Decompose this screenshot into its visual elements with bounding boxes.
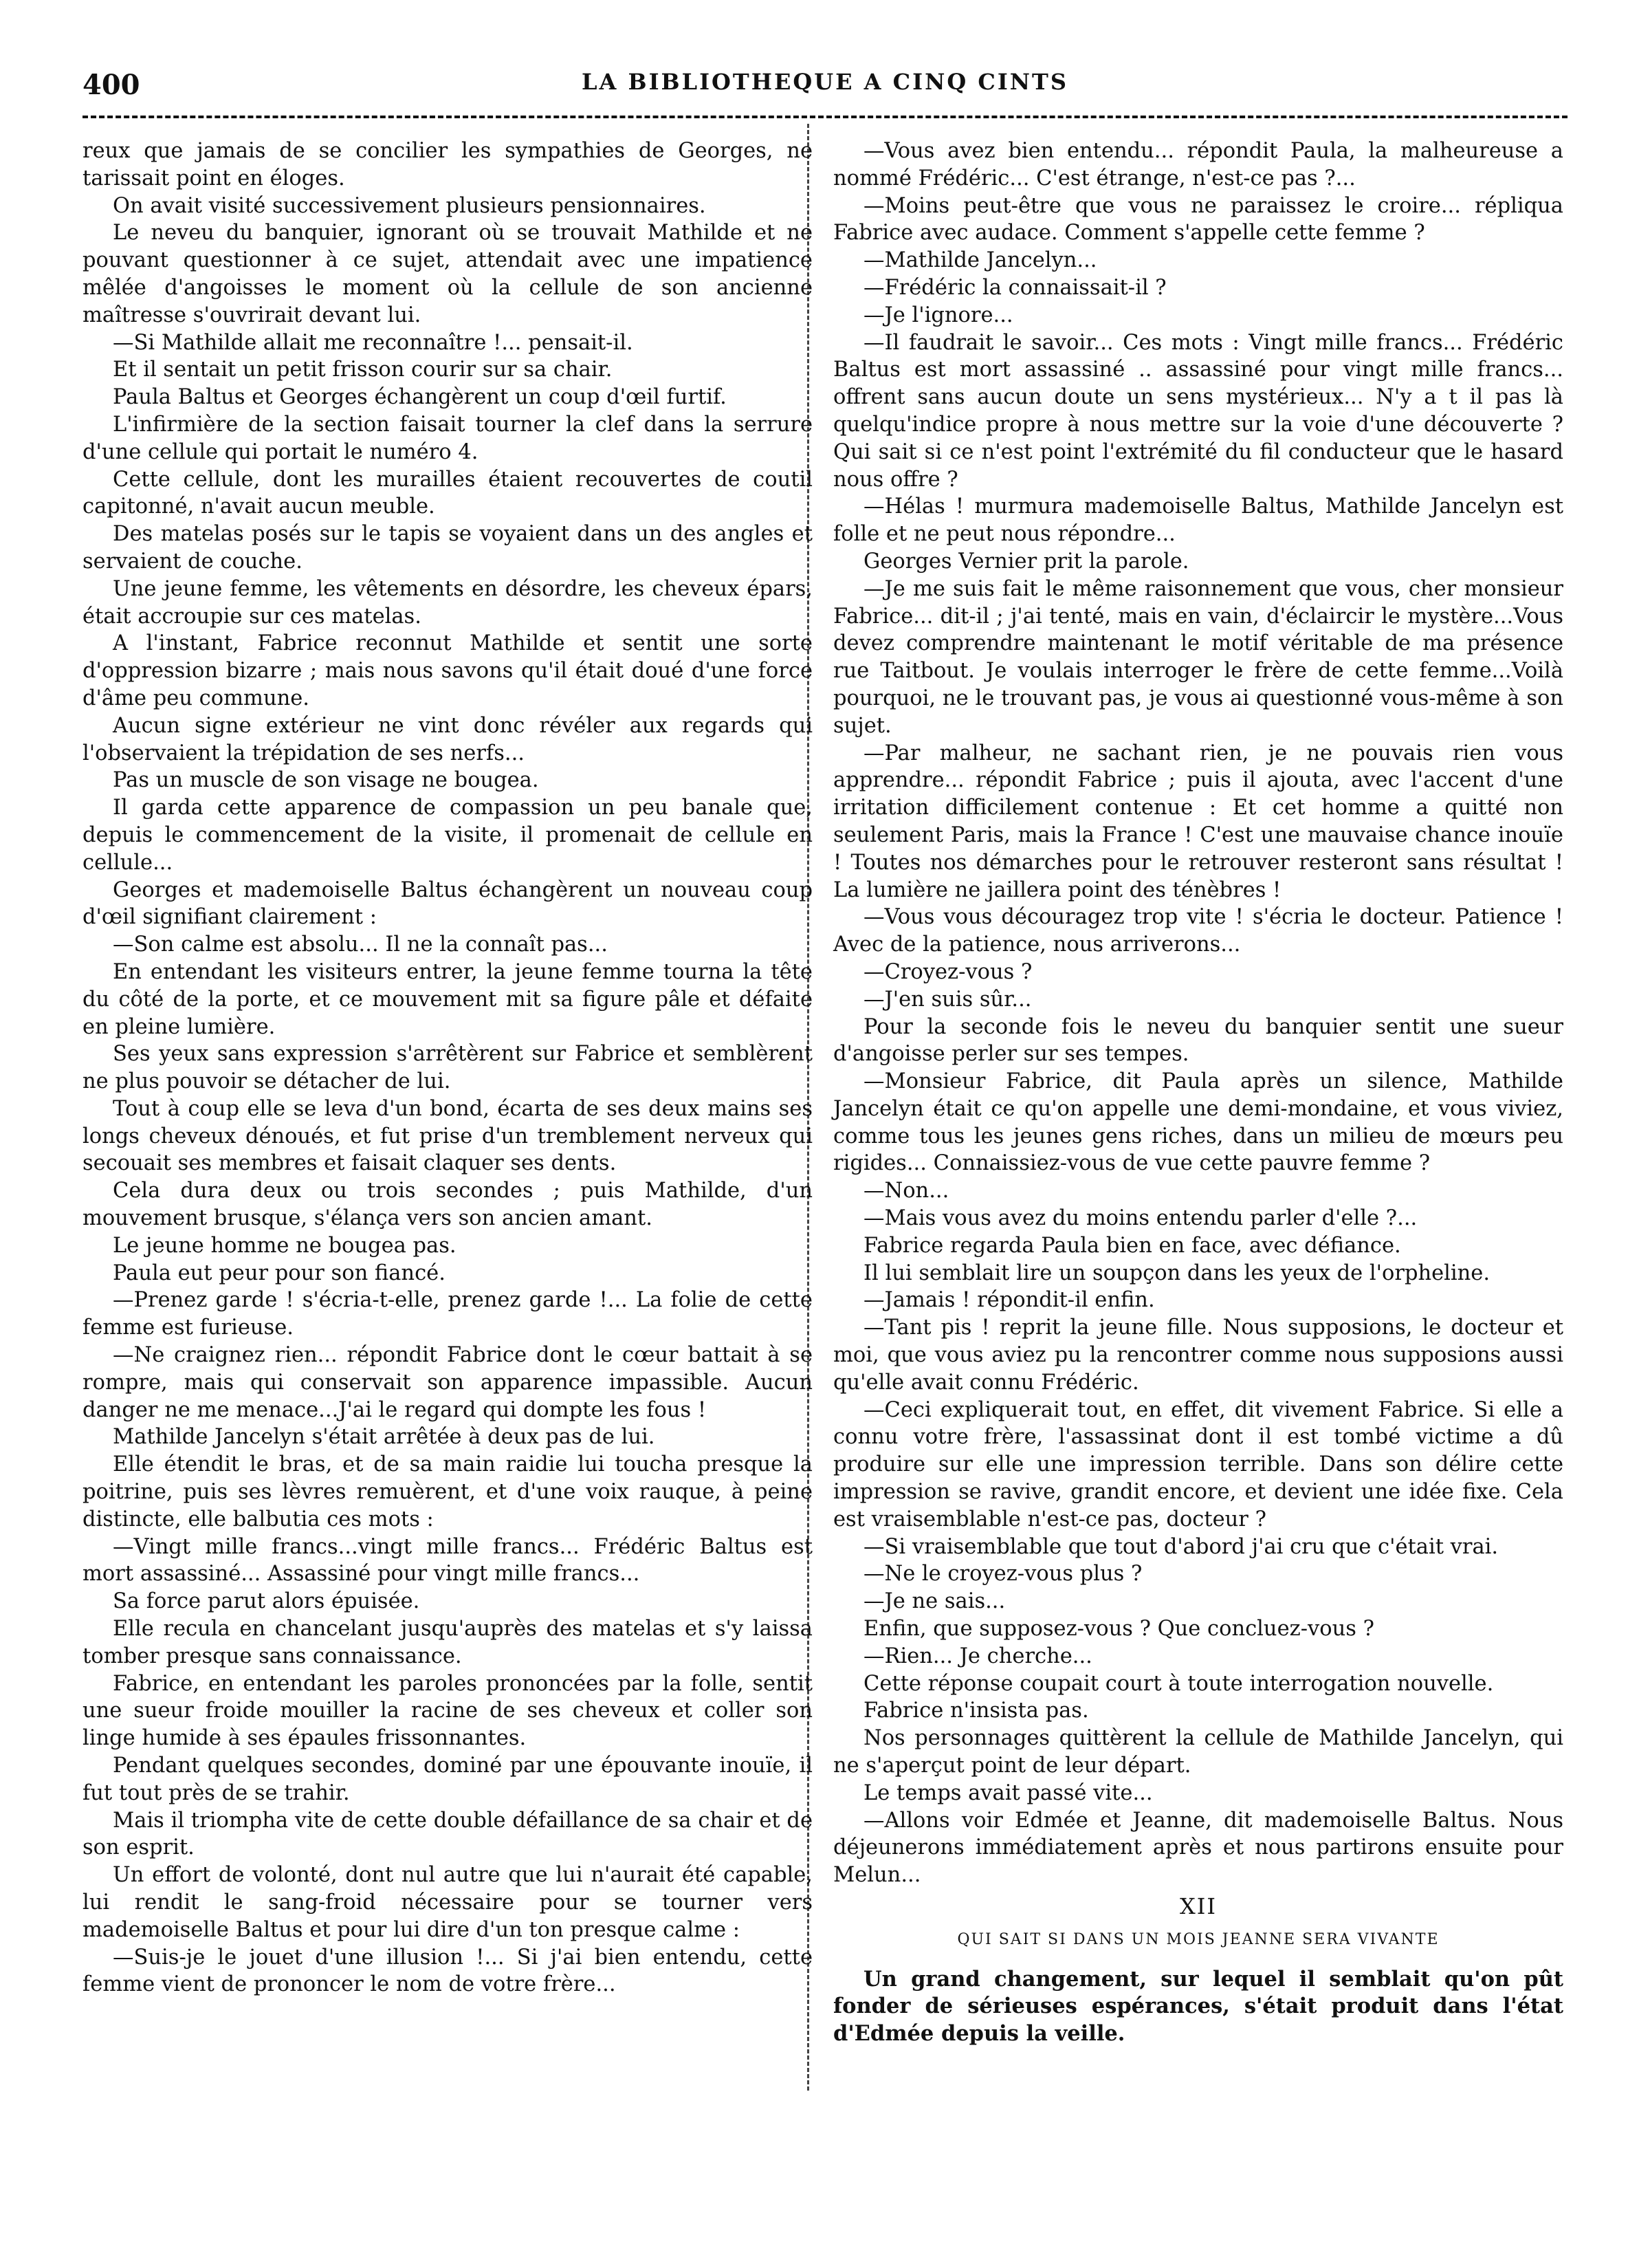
chapter-opening-paragraph bbox=[833, 1966, 1563, 2048]
paragraph: Paula Baltus et Georges échangèrent un coup d'œil furtif. bbox=[113, 385, 727, 410]
paragraph: Un effort de volonté, dont nul autre que lui n'aurait été capable, lui rendit le sang-froid nécessaire pour se tourner vers mademoiselle Baltus et pour lui dire d'un ton presque calme : bbox=[82, 1863, 813, 1942]
chapter-title: QUI SAIT SI DANS UN MOIS JEANNE SERA VIVANTE bbox=[957, 1930, 1440, 1948]
paragraph: Cette réponse coupait court à toute interrogation nouvelle. bbox=[864, 1671, 1494, 1696]
chapter-number: XII bbox=[1179, 1893, 1218, 1919]
paragraph: —Moins peut-être que vous ne paraissez le croire... répliqua Fabrice avec audace. Comment s'appelle cette femme ? bbox=[833, 193, 1563, 246]
running-title: LA BIBLIOTHEQUE A CINQ CINTS bbox=[582, 69, 1068, 95]
paragraph: Ses yeux sans expression s'arrêtèrent sur Fabrice et semblèrent ne plus pouvoir se détacher de lui. bbox=[82, 1042, 813, 1094]
paragraph: Et il sentait un petit frisson courir sur sa chair. bbox=[113, 358, 613, 382]
paragraph: reux que jamais de se concilier les sympathies de Georges, ne tarissait point en éloges. bbox=[82, 139, 813, 190]
paragraph: —Par malheur, ne sachant rien, je ne pouvais rien vous apprendre... répondit Fabrice ; puis il ajouta, avec l'accent d'une irritation difficilement contenue : Et cet homme a quitté non seulement Paris, mais la France ! C'est une mauvaise chance inouïe ! Toutes nos démarches pour le retrouver resteront sans résultat ! La lumière ne jaillera point des ténèbres ! bbox=[833, 741, 1563, 902]
header-rule bbox=[82, 116, 1568, 118]
paragraph: —Croyez-vous ? bbox=[864, 959, 1033, 984]
right-column-paragraphs bbox=[833, 138, 1563, 1889]
paragraph: —Prenez garde ! s'écria-t-elle, prenez garde !... La folie de cette femme est furieuse. bbox=[82, 1288, 813, 1340]
paragraph: —Je ne sais... bbox=[864, 1589, 1006, 1614]
paragraph: Enfin, que supposez-vous ? Que concluez-vous ? bbox=[864, 1617, 1374, 1642]
paragraph: Georges et mademoiselle Baltus échangèrent un nouveau coup d'œil signifiant clairement : bbox=[82, 877, 813, 930]
paragraph: Elle étendit le bras, et de sa main raidie lui toucha presque la poitrine, puis ses lèvres remuèrent, et d'une voix rauque, à peine distincte, elle balbutia ces mots : bbox=[82, 1452, 813, 1531]
paragraph: —Vous avez bien entendu... répondit Paula, la malheureuse a nommé Frédéric... C'est étrange, n'est-ce pas ?... bbox=[833, 139, 1563, 190]
paragraph: —Si Mathilde allait me reconnaître !... pensait-il. bbox=[113, 330, 633, 355]
paragraph: Le temps avait passé vite... bbox=[864, 1780, 1153, 1805]
paragraph: —Jamais ! répondit-il enfin. bbox=[864, 1288, 1155, 1313]
paragraph: Fabrice regarda Paula bien en face, avec défiance. bbox=[864, 1233, 1401, 1258]
paragraph: Il lui semblait lire un soupçon dans les yeux de l'orpheline. bbox=[864, 1261, 1490, 1285]
paragraph: Paula eut peur pour son fiancé. bbox=[113, 1261, 446, 1285]
paragraph: —Je me suis fait le même raisonnement que vous, cher monsieur Fabrice... dit-il ; j'ai tenté, mais en vain, d'éclaircir le mystère...Vous devez comprendre maintenant le motif véritable de ma présence rue Taitbout. Je voulais interroger le frère de cette femme...Voilà pourquoi, ne le trouvant pas, je vous ai questionné vous-même à son sujet. bbox=[833, 576, 1563, 738]
paragraph: Cela dura deux ou trois secondes ; puis Mathilde, d'un mouvement brusque, s'élança vers son ancien amant. bbox=[82, 1179, 813, 1231]
paragraph: Nos personnages quittèrent la cellule de Mathilde Jancelyn, qui ne s'aperçut point de leur départ. bbox=[833, 1726, 1563, 1778]
paragraph: Sa force parut alors épuisée. bbox=[113, 1589, 420, 1614]
paragraph: —Ne le croyez-vous plus ? bbox=[864, 1562, 1143, 1586]
paragraph: Des matelas posés sur le tapis se voyaient dans un des angles et servaient de couche. bbox=[82, 522, 813, 574]
paragraph: Pas un muscle de son visage ne bougea. bbox=[113, 768, 539, 793]
paragraph: —Suis-je le jouet d'une illusion !... Si j'ai bien entendu, cette femme vient de prononcer le nom de votre frère... bbox=[82, 1945, 813, 1997]
paragraph: —Monsieur Fabrice, dit Paula après un silence, Mathilde Jancelyn était ce qu'on appelle une demi-mondaine, et vous viviez, comme tous les jeunes gens riches, dans un milieu de mœurs peu rigides... Connaissiez-vous de vue cette pauvre femme ? bbox=[833, 1069, 1563, 1176]
paragraph: —Vous vous découragez trop vite ! s'écria le docteur. Patience ! Avec de la patience, nous arriverons... bbox=[833, 905, 1563, 957]
paragraph: —Tant pis ! reprit la jeune fille. Nous supposions, le docteur et moi, que vous aviez pu la rencontrer comme nous supposions aussi qu'elle avait connu Frédéric. bbox=[833, 1316, 1563, 1395]
page-header bbox=[82, 69, 1568, 107]
paragraph: —Frédéric la connaissait-il ? bbox=[864, 275, 1167, 300]
paragraph: Il garda cette apparence de compassion un peu banale que, depuis le commencement de la visite, il promenait de cellule en cellule... bbox=[82, 796, 813, 875]
paragraph: —Rien... Je cherche... bbox=[864, 1644, 1092, 1668]
paragraph: On avait visité successivement plusieurs pensionnaires. bbox=[113, 193, 706, 218]
paragraph: L'infirmière de la section faisait tourner la clef dans la serrure d'une cellule qui portait le numéro 4. bbox=[82, 412, 813, 464]
paragraph: —Mais vous avez du moins entendu parler d'elle ?... bbox=[864, 1206, 1418, 1231]
paragraph: —Il faudrait le savoir... Ces mots : Vingt mille francs... Frédéric Baltus est mort assassiné .. assassiné pour vingt mille francs... offrent sans aucun doute un sens mystérieux... N'y a t il pas là quelqu'indice propre à nous mettre sur la voie d'une découverte ? Qui sait si ce n'est point l'extrémité du fil conducteur que le hasard nous offre ? bbox=[833, 330, 1563, 492]
paragraph: Georges Vernier prit la parole. bbox=[864, 549, 1189, 574]
page-number: 400 bbox=[82, 69, 140, 101]
paragraph: Tout à coup elle se leva d'un bond, écarta de ses deux mains ses longs cheveux dénoués, et fut prise d'un tremblement nerveux qui secouait ses membres et faisait claquer ses dents. bbox=[82, 1096, 813, 1176]
paragraph: —Ceci expliquerait tout, en effet, dit vivement Fabrice. Si elle a connu votre frère, l'assassinat dont il est tombé victime a dû produire sur elle une impression terrible. Dans son délire cette impression se ravive, grandit encore, et devient une idée fixe. Cela est vraisemblable n'est-ce pas, docteur ? bbox=[833, 1397, 1563, 1531]
paragraph: Aucun signe extérieur ne vint donc révéler aux regards qui l'observaient la trépidation de ses nerfs... bbox=[82, 713, 813, 765]
paragraph: —Vingt mille francs...vingt mille francs... Frédéric Baltus est mort assassiné... Assassiné pour vingt mille francs... bbox=[82, 1534, 813, 1586]
right-column bbox=[833, 138, 1563, 2048]
paragraph: —Hélas ! murmura mademoiselle Baltus, Mathilde Jancelyn est folle et ne peut nous répondre... bbox=[833, 494, 1563, 547]
paragraph: Cette cellule, dont les murailles étaient recouvertes de coutil capitonné, n'avait aucun meuble. bbox=[82, 467, 813, 519]
paragraph: Mais il triompha vite de cette double défaillance de sa chair et de son esprit. bbox=[82, 1808, 813, 1860]
paragraph: —J'en suis sûr... bbox=[864, 987, 1032, 1012]
paragraph: Le jeune homme ne bougea pas. bbox=[113, 1233, 456, 1258]
paragraph: —Allons voir Edmée et Jeanne, dit mademoiselle Baltus. Nous déjeunerons immédiatement après et nous partirons ensuite pour Melun... bbox=[833, 1808, 1563, 1888]
paragraph: Pendant quelques secondes, dominé par une épouvante inouïe, il fut tout près de se trahir. bbox=[82, 1754, 813, 1805]
paragraph: —Je l'ignore... bbox=[864, 303, 1013, 327]
chapter-opening-text: Un grand changement, sur lequel il semblait qu'on pût fonder de sérieuses espérances, s'était produit dans l'état d'Edmée depuis la veille. bbox=[833, 1966, 1563, 2047]
paragraph: Mathilde Jancelyn s'était arrêtée à deux pas de lui. bbox=[113, 1425, 655, 1450]
paragraph: —Si vraisemblable que tout d'abord j'ai cru que c'était vrai. bbox=[864, 1534, 1499, 1559]
paragraph: —Son calme est absolu... Il ne la connaît pas... bbox=[113, 933, 608, 957]
paragraph: —Non... bbox=[864, 1179, 949, 1203]
paragraph: Une jeune femme, les vêtements en désordre, les cheveux épars, était accroupie sur ces matelas. bbox=[82, 576, 813, 629]
paragraph: En entendant les visiteurs entrer, la jeune femme tourna la tête du côté de la porte, et ce mouvement mit sa figure pâle et défaite en pleine lumière. bbox=[82, 959, 813, 1039]
paragraph: Pour la seconde fois le neveu du banquier sentit une sueur d'angoisse perler sur ses tempes. bbox=[833, 1014, 1563, 1067]
left-column bbox=[82, 138, 813, 1998]
paragraph: A l'instant, Fabrice reconnut Mathilde et sentit une sorte d'oppression bizarre ; mais nous savons qu'il était doué d'une force d'âme peu commune. bbox=[82, 631, 813, 710]
paragraph: Fabrice n'insista pas. bbox=[864, 1699, 1089, 1723]
paragraph: —Ne craignez rien... répondit Fabrice dont le cœur battait à se rompre, mais qui conservait son apparence impassible. Aucun danger ne me menace...J'ai le regard qui dompte les fous ! bbox=[82, 1343, 813, 1422]
paragraph: —Mathilde Jancelyn... bbox=[864, 248, 1097, 273]
paragraph: Le neveu du banquier, ignorant où se trouvait Mathilde et ne pouvant questionner à ce sujet, attendait avec une impatience mêlée d'angoisses le moment où la cellule de son ancienne maîtresse s'ouvrirait devant lui. bbox=[82, 221, 813, 327]
paragraph: Elle recula en chancelant jusqu'auprès des matelas et s'y laissa tomber presque sans connaissance. bbox=[82, 1617, 813, 1668]
paragraph: Fabrice, en entendant les paroles prononcées par la folle, sentit une sueur froide mouiller la racine de ses cheveux et coller son linge humide à ses épaules frissonnantes. bbox=[82, 1671, 813, 1751]
